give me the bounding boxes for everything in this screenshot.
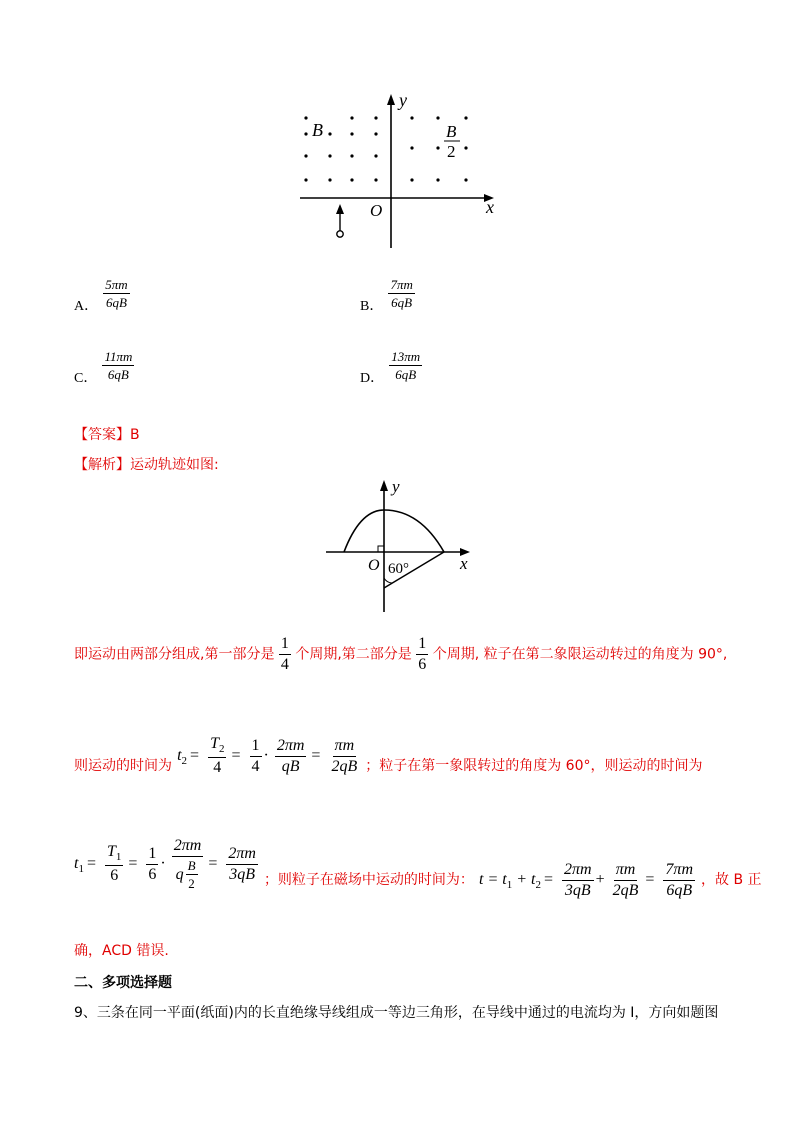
para1	[74, 636, 727, 673]
para3-c-den-q: q	[175, 865, 184, 883]
para2-c-num: 2πm	[275, 738, 307, 757]
analysis-line	[74, 454, 219, 474]
option-D-num: 13πm	[391, 349, 421, 364]
para3-t-sub2: 2	[535, 878, 541, 891]
option-A-den: 6qB	[105, 295, 127, 310]
para3-c-num: 2πm	[172, 838, 204, 857]
option-D	[360, 349, 422, 386]
para2-frac-c	[275, 738, 307, 775]
para1-text2: 个周期,第二部分是	[295, 646, 412, 663]
label-B2-num: B	[446, 122, 457, 141]
option-C-den: 6qB	[107, 367, 129, 382]
velocity-arrow-head	[336, 204, 344, 214]
option-C-num: 11πm	[104, 349, 133, 364]
para2-d-den: 2qB	[331, 757, 358, 775]
para3-equation2: $t = t_1 + t_2$ = $\frac{2\pi m}{3qB}$ + $\frac{\pi m}{2qB}$ = $\frac{7\pi m}{6qB}$	[479, 860, 693, 899]
para3-lhs-sub: 1	[78, 862, 84, 875]
para2-d-num: πm	[333, 738, 357, 757]
label-x: x	[486, 197, 494, 217]
label-B: B	[312, 120, 323, 140]
option-B-label: B．	[360, 299, 384, 314]
para3-b-den: 6	[148, 865, 157, 883]
para3-text2: ，故 B 正	[701, 871, 762, 888]
para1-frac1-den: 4	[280, 656, 289, 673]
para1-frac2-den: 6	[418, 656, 427, 673]
option-B-den: 6qB	[391, 295, 413, 310]
trajectory-figure	[320, 474, 480, 614]
label-O: O	[368, 557, 380, 574]
label-B2-den: 2	[447, 142, 456, 161]
angle-arc	[384, 578, 392, 583]
analysis-text: 运动轨迹如图:	[130, 457, 219, 473]
option-B-num: 7πm	[390, 277, 413, 292]
para3-text1: ；则粒子在磁场中运动的时间为：	[263, 871, 474, 888]
answer-tag: 【答案】	[74, 427, 130, 443]
label-y: y	[399, 90, 407, 110]
label-y: y	[392, 477, 400, 496]
trajectory-arc	[344, 510, 444, 552]
para1-frac1	[279, 636, 291, 673]
para3-text3: 确，ACD 错误.	[74, 943, 169, 959]
field-dots-right	[410, 116, 467, 181]
option-D-den: 6qB	[395, 367, 417, 382]
label-x: x	[460, 554, 468, 573]
para2-a-num: T	[210, 735, 219, 752]
para3-d-den: 3qB	[229, 865, 256, 883]
para3	[74, 837, 762, 899]
para2-a-num-sub: 2	[218, 743, 225, 756]
para2-b-den: 4	[251, 757, 260, 775]
para3-d-num: 2πm	[226, 846, 258, 865]
particle	[337, 231, 343, 237]
para2-frac-d	[329, 738, 359, 775]
para1-frac2	[416, 636, 428, 673]
option-A-label: A．	[74, 299, 99, 314]
para3-c-den-num: B	[187, 858, 196, 873]
option-A	[74, 277, 130, 314]
para1-text1: 即运动由两部分组成,第一部分是	[74, 646, 275, 663]
para2	[74, 736, 703, 776]
para1-text3: 个周期, 粒子在第二象限运动转过的角度为 90°,	[432, 646, 728, 663]
answer-line	[74, 424, 140, 444]
para2-frac-b	[250, 738, 262, 775]
option-D-label: D．	[360, 371, 385, 386]
para2-frac-a	[208, 736, 226, 776]
para1-frac1-num: 1	[280, 635, 289, 652]
para3-equation1: $t_1$ = $\frac{T_1}{6}$ = $\frac{1}{6}$ · 2πm q $\frac{B}{2}$ = $\frac{2\pi m}{3qB}$	[74, 837, 256, 891]
para3-t-plus: + t	[512, 870, 536, 888]
para3-frac-a	[105, 844, 123, 884]
para3-frac-c	[172, 838, 204, 890]
para3-frac-g	[663, 862, 695, 899]
para2-lhs: t	[177, 746, 182, 764]
y-axis-arrow	[387, 94, 395, 105]
para3-lhs: t	[74, 854, 79, 872]
label-angle: 60°	[388, 561, 409, 577]
para3-a-den: 6	[110, 867, 119, 885]
option-B	[360, 277, 415, 314]
para3-b-num: 1	[146, 846, 158, 865]
para3-frac-f	[611, 862, 641, 899]
para3-t-expr: t = t	[479, 870, 507, 888]
para2-lhs-sub: 2	[181, 754, 188, 767]
para3-c-den-den: 2	[188, 876, 195, 891]
magnetic-field-figure	[290, 88, 510, 248]
para2-equation: $t_2$ = $\frac{T_2}{4}$ = $\frac{1}{4}$ · $\frac{2\pi m}{qB}$ = $\frac{\pi m}{2qB}$	[177, 735, 358, 777]
para3-a-num-sub: 1	[115, 851, 122, 864]
right-angle-marker	[378, 546, 384, 552]
para3-frac-d	[226, 846, 258, 883]
option-C-fraction	[102, 350, 134, 381]
para2-text1: 则运动的时间为	[74, 757, 172, 774]
para2-c-den: qB	[281, 757, 300, 775]
y-axis-arrow	[380, 480, 388, 491]
para2-b-num: 1	[250, 738, 262, 757]
para3-continuation	[74, 940, 169, 960]
para2-text2: ；粒子在第一象限转过的角度为 60°，则运动的时间为	[365, 757, 703, 774]
para2-a-den: 4	[213, 759, 222, 777]
para3-a-num: T	[106, 842, 116, 860]
option-C-label: C．	[74, 371, 98, 386]
question-9: 9、三条在同一平面(纸面)内的长直绝缘导线组成一等边三角形，在导线中通过的电流均为 I，方向如题图	[74, 1005, 719, 1021]
para3-e-num: 2πm	[562, 862, 594, 881]
para3-t-sub1: 1	[506, 878, 513, 891]
para1-frac2-num: 1	[418, 635, 427, 652]
para3-frac-e	[562, 862, 594, 899]
para3-e-den: 3qB	[564, 881, 591, 899]
option-A-num: 5πm	[105, 277, 128, 292]
para3-g-den: 6qB	[666, 881, 693, 899]
analysis-tag: 【解析】	[74, 457, 130, 473]
section-title: 二、多项选择题	[74, 975, 172, 991]
option-C	[74, 349, 134, 386]
label-O: O	[370, 201, 383, 220]
answer-value: B	[130, 427, 140, 443]
para3-f-den: 2qB	[612, 881, 639, 899]
option-D-fraction	[389, 350, 422, 381]
para3-f-num: πm	[614, 862, 638, 881]
option-A-fraction	[103, 278, 129, 309]
option-B-fraction	[388, 278, 414, 309]
para3-frac-b	[146, 846, 158, 883]
para3-g-num: 7πm	[663, 862, 695, 881]
